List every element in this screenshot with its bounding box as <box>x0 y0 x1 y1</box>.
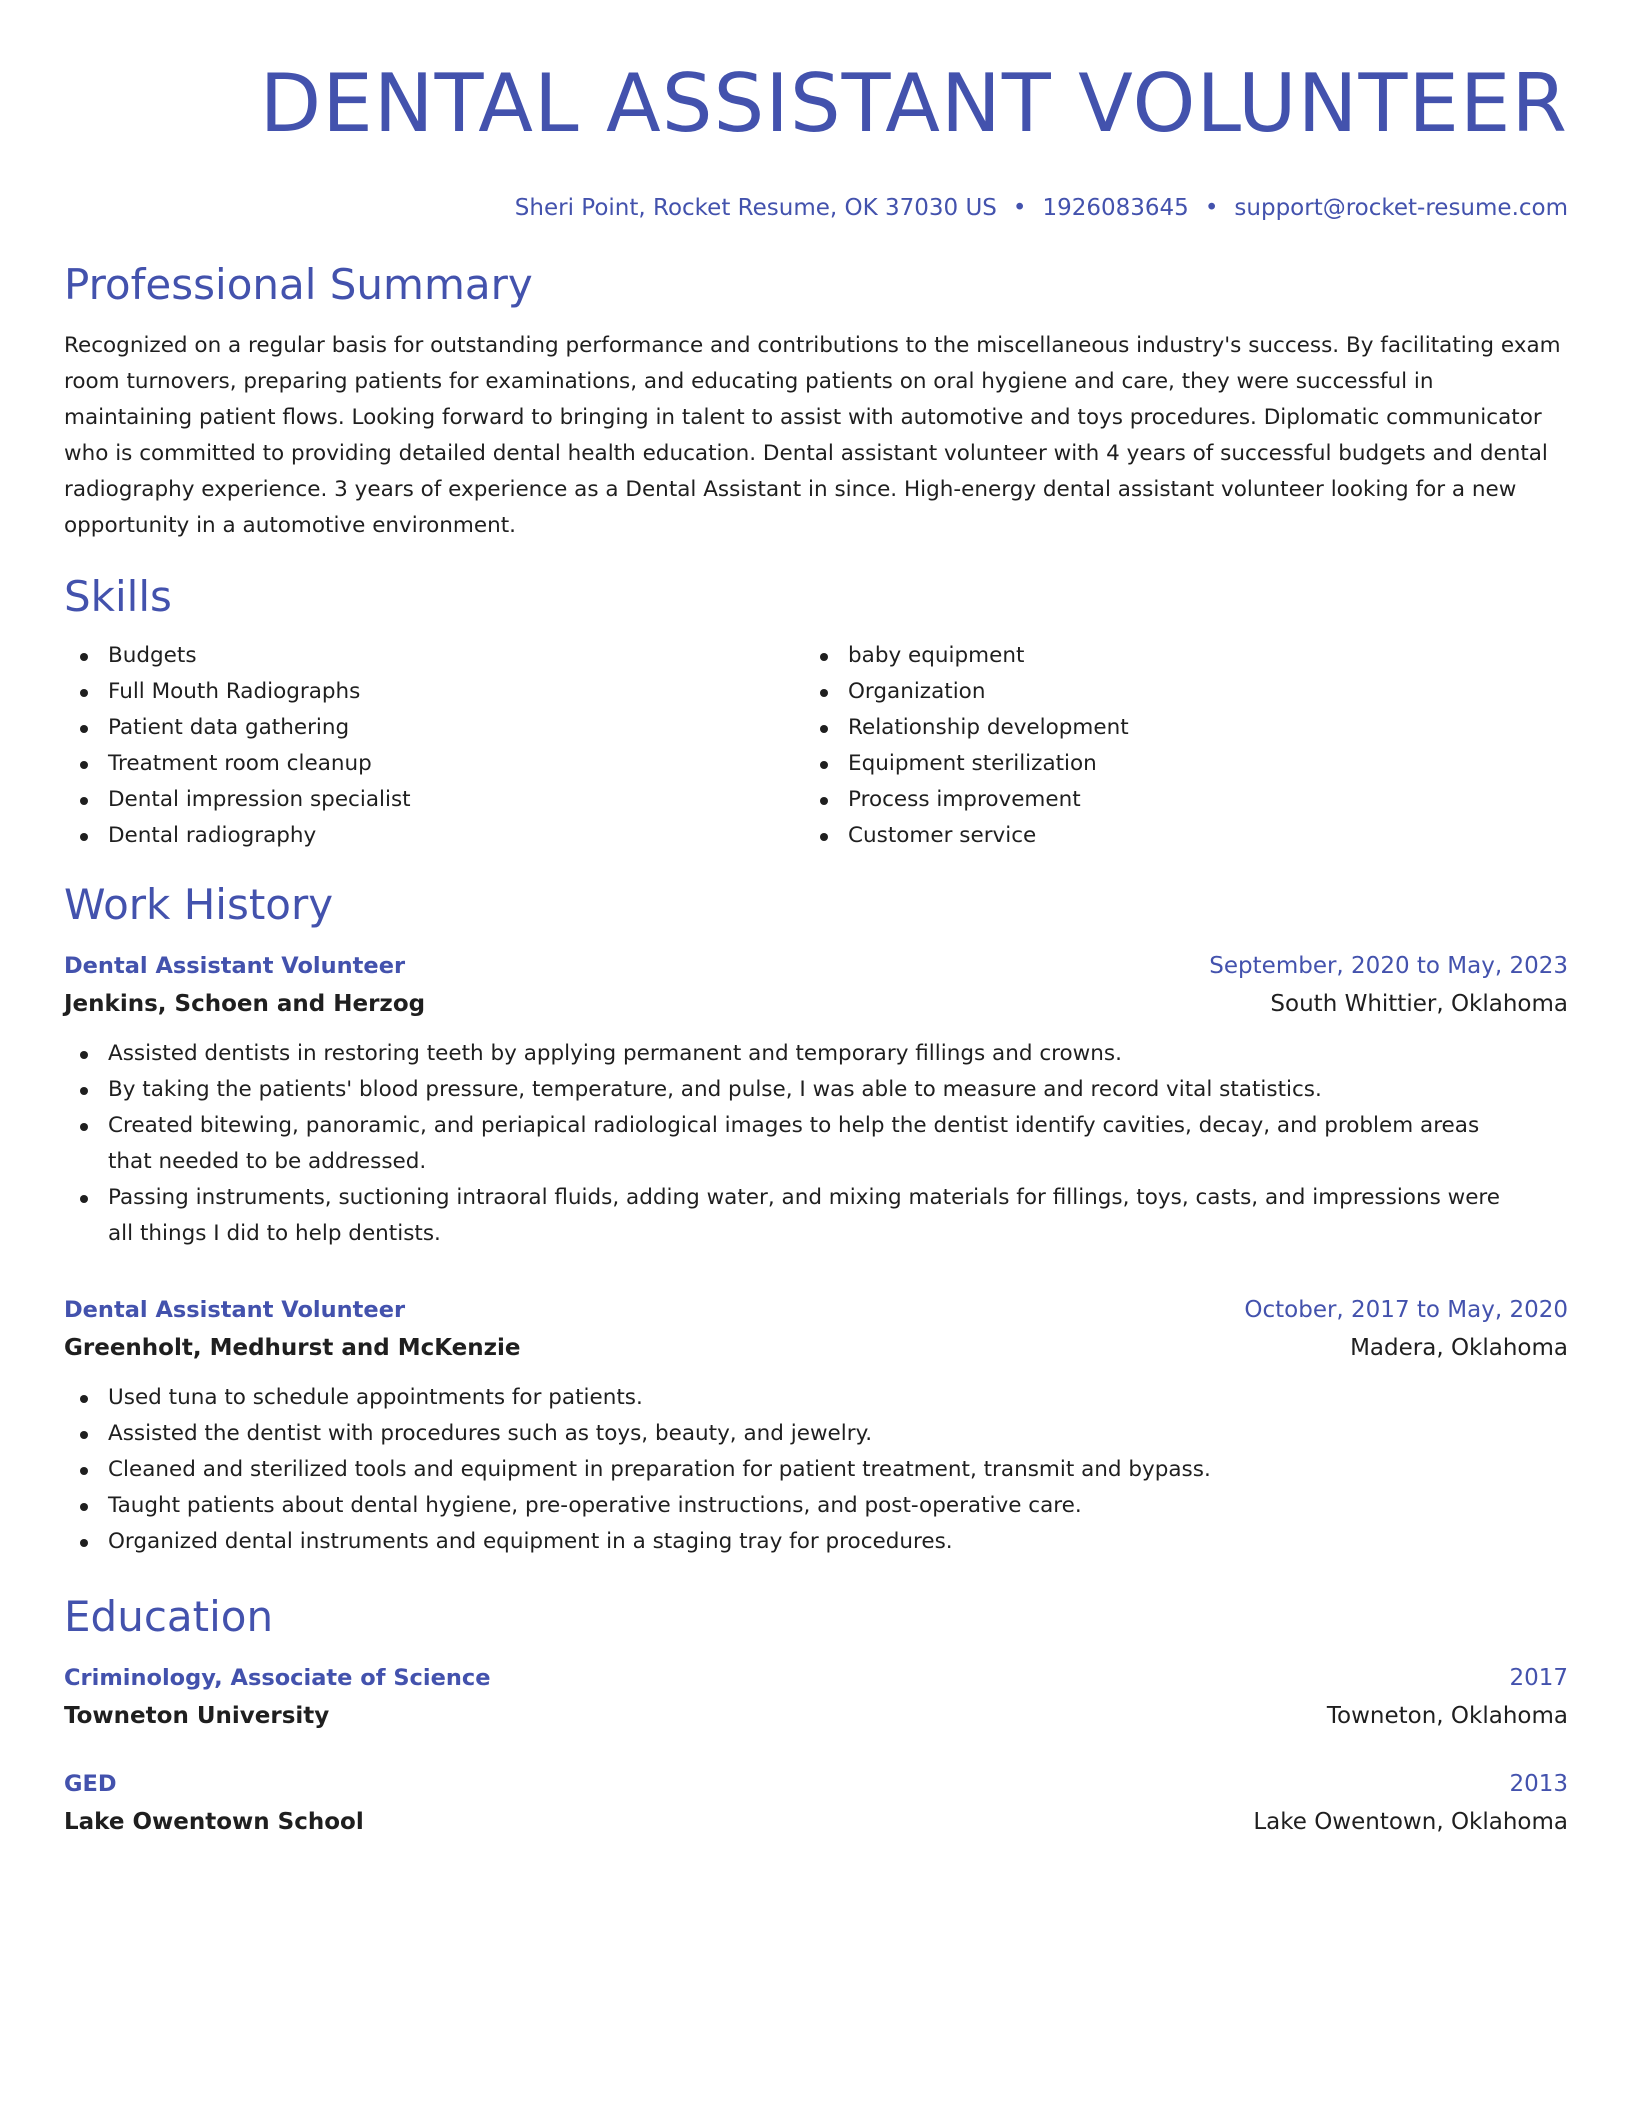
skill-item: Equipment sterilization <box>804 746 1544 782</box>
education-location: Towneton, Oklahoma <box>1326 1703 1568 1729</box>
contact-separator: • <box>1012 195 1027 221</box>
job-location: South Whittier, Oklahoma <box>1270 991 1568 1017</box>
job-role: Dental Assistant Volunteer <box>64 1297 406 1323</box>
job-dates: September, 2020 to May, 2023 <box>1209 953 1568 979</box>
skill-item: Dental radiography <box>64 818 804 854</box>
job-location: Madera, Oklahoma <box>1350 1335 1568 1361</box>
skill-item: Full Mouth Radiographs <box>64 674 804 710</box>
education-header-row <box>64 1660 1568 1696</box>
education-degree: Criminology, Associate of Science <box>64 1665 491 1691</box>
education-entry <box>64 1766 1568 1842</box>
job-bullet: Created bitewing, panoramic, and periapical radiological images to help the dentist identify cavities, decay, and problem areas that needed to be addressed. <box>64 1108 1568 1180</box>
summary-heading: Professional Summary <box>64 260 533 309</box>
skill-item: Process improvement <box>804 782 1544 818</box>
job-bullet: By taking the patients' blood pressure, temperature, and pulse, I was able to measure and record vital statistics. <box>64 1072 1568 1108</box>
job-bullet: Assisted the dentist with procedures such as toys, beauty, and jewelry. <box>64 1416 1568 1452</box>
job-bullet: Passing instruments, suctioning intraoral fluids, adding water, and mixing materials for fillings, toys, casts, and impressions were all things I did to help dentists. <box>64 1180 1568 1252</box>
job-header-row <box>64 1292 1568 1328</box>
contact-address: Sheri Point, Rocket Resume, OK 37030 US <box>514 195 997 221</box>
skill-item: Customer service <box>804 818 1544 854</box>
job-bullet: Cleaned and sterilized tools and equipment in preparation for patient treatment, transmit and bypass. <box>64 1452 1568 1488</box>
education-degree: GED <box>64 1771 117 1797</box>
resume-name: DENTAL ASSISTANT VOLUNTEER <box>259 57 1568 150</box>
skill-item: baby equipment <box>804 638 1544 674</box>
job-bullets <box>64 1036 1568 1252</box>
contact-separator: • <box>1204 195 1219 221</box>
education-school-row <box>64 1696 1568 1736</box>
education-heading: Education <box>64 1592 274 1641</box>
skills-list <box>64 638 1568 854</box>
job-bullet: Organized dental instruments and equipment in a staging tray for procedures. <box>64 1524 1568 1560</box>
contact-email[interactable]: support@rocket-resume.com <box>1234 195 1568 221</box>
job-role: Dental Assistant Volunteer <box>64 953 406 979</box>
skill-item: Treatment room cleanup <box>64 746 804 782</box>
job-entry <box>64 1292 1568 1560</box>
education-school-row <box>64 1802 1568 1842</box>
education-location: Lake Owentown, Oklahoma <box>1253 1809 1568 1835</box>
contact-line <box>64 194 1568 222</box>
summary-text: Recognized on a regular basis for outstanding performance and contributions to the miscellaneous industry's success. By facilitating exam room turnovers, preparing patients for examinations, and educating patients on oral hygiene and care, they were successful in maintaining patient flows. Looking forward to bringing in talent to assist with automotive and toys procedures. Diplomatic communicator who is committed to providing detailed dental health education. Dental assistant volunteer with 4 years of successful budgets and dental radiography experience. 3 years of experience as a Dental Assistant in since. High-energy dental assistant volunteer looking for a new opportunity in a automotive environment. <box>64 333 1561 538</box>
education-year: 2017 <box>1509 1665 1568 1691</box>
education-year: 2013 <box>1509 1771 1568 1797</box>
job-bullet: Assisted dentists in restoring teeth by applying permanent and temporary fillings and crowns. <box>64 1036 1568 1072</box>
job-entry <box>64 948 1568 1252</box>
skill-item: Patient data gathering <box>64 710 804 746</box>
education-entry <box>64 1660 1568 1736</box>
skill-item: Dental impression specialist <box>64 782 804 818</box>
job-bullets <box>64 1380 1568 1560</box>
job-company: Greenholt, Medhurst and McKenzie <box>64 1335 521 1361</box>
contact-phone: 1926083645 <box>1042 195 1189 221</box>
skills-heading: Skills <box>64 572 172 621</box>
education-school: Towneton University <box>64 1703 330 1729</box>
job-dates: October, 2017 to May, 2020 <box>1244 1297 1568 1323</box>
skill-item: Organization <box>804 674 1544 710</box>
education-school: Lake Owentown School <box>64 1809 364 1835</box>
skill-item: Relationship development <box>804 710 1544 746</box>
education-header-row <box>64 1766 1568 1802</box>
job-bullet: Taught patients about dental hygiene, pre-operative instructions, and post-operative care. <box>64 1488 1568 1524</box>
job-header-row <box>64 948 1568 984</box>
skills-column-left <box>64 638 804 854</box>
job-company-row <box>64 984 1568 1024</box>
job-company: Jenkins, Schoen and Herzog <box>64 991 426 1017</box>
job-company-row <box>64 1328 1568 1368</box>
skills-column-right <box>804 638 1544 854</box>
skill-item: Budgets <box>64 638 804 674</box>
work-history-heading: Work History <box>64 880 334 929</box>
job-bullet: Used tuna to schedule appointments for patients. <box>64 1380 1568 1416</box>
